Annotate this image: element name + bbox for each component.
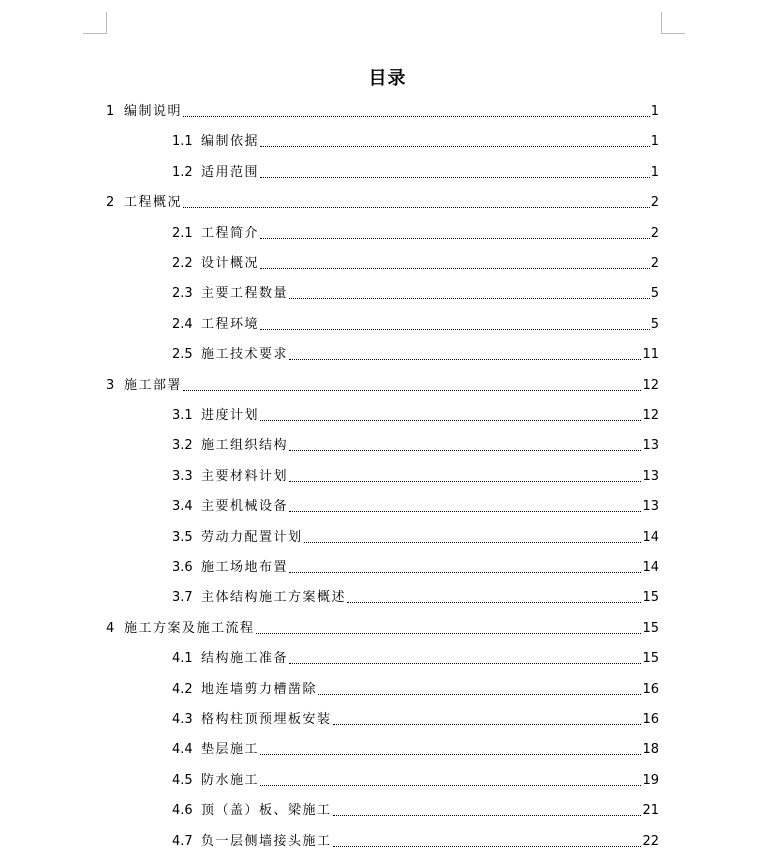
toc-dot-leader <box>333 723 642 725</box>
toc-dot-leader <box>260 753 641 755</box>
toc-dot-leader <box>183 206 650 208</box>
toc-entry-page-number: 11 <box>642 347 659 363</box>
toc-entry[interactable] <box>172 769 659 789</box>
toc-dot-leader <box>256 632 642 634</box>
toc-entry-number: 3.5 <box>172 529 193 545</box>
toc-entry-number: 2.3 <box>172 286 193 302</box>
toc-entry[interactable] <box>106 191 659 211</box>
toc-entry-page-number: 16 <box>642 681 659 697</box>
toc-entry-page-number: 5 <box>650 316 659 332</box>
toc-entry-number: 3.4 <box>172 499 193 515</box>
toc-entry[interactable] <box>172 161 659 181</box>
toc-entry[interactable] <box>172 465 659 485</box>
toc-entry-page-number: 2 <box>650 225 659 241</box>
toc-dot-leader <box>347 601 641 603</box>
toc-entry-label: 施工部署 <box>124 377 183 393</box>
toc-entry[interactable] <box>172 404 659 424</box>
toc-dot-leader <box>318 693 641 695</box>
crop-mark-top-left <box>83 12 107 34</box>
toc-entry-label: 负一层侧墙接头施工 <box>201 833 332 849</box>
toc-entry-label: 施工组织结构 <box>201 438 289 454</box>
toc-entry-label: 主要材料计划 <box>201 468 289 484</box>
toc-entry[interactable] <box>172 434 659 454</box>
toc-entry[interactable] <box>172 647 659 667</box>
toc-entry-number: 4.3 <box>172 712 193 727</box>
toc-entry-page-number: 12 <box>642 377 659 393</box>
toc-entry-number: 1 <box>106 104 115 119</box>
toc-entry-page-number: 13 <box>642 438 659 454</box>
toc-entry[interactable] <box>172 678 659 698</box>
toc-entry-number: 4 <box>106 620 115 636</box>
toc-entry[interactable] <box>172 282 659 302</box>
toc-entry-number: 3.1 <box>172 408 193 423</box>
toc-entry[interactable] <box>172 526 659 546</box>
toc-entry-number: 1.2 <box>172 164 193 180</box>
toc-entry-number: 3.3 <box>172 468 193 484</box>
toc-entry-label: 防水施工 <box>201 772 260 788</box>
toc-entry-label: 工程环境 <box>201 316 260 332</box>
toc-entry[interactable] <box>106 100 659 120</box>
toc-entry-label: 顶（盖）板、梁施工 <box>201 803 332 819</box>
toc-entry-label: 设计概况 <box>201 256 260 271</box>
toc-entry[interactable] <box>106 374 659 394</box>
toc-entry-number: 1.1 <box>172 134 193 150</box>
toc-entry-number: 4.2 <box>172 681 193 697</box>
toc-entry[interactable] <box>172 556 659 576</box>
toc-dot-leader <box>289 662 641 664</box>
toc-dot-leader <box>260 237 650 239</box>
toc-dot-leader <box>333 845 642 847</box>
toc-entry-page-number: 1 <box>650 104 659 119</box>
toc-entry-number: 3.6 <box>172 560 193 575</box>
toc-entry-page-number: 19 <box>642 772 659 788</box>
toc-entry-label: 主要机械设备 <box>201 499 289 515</box>
toc-entry-label: 工程简介 <box>201 225 260 241</box>
toc-entry-label: 施工方案及施工流程 <box>124 620 255 636</box>
toc-dot-leader <box>260 419 641 421</box>
toc-entry-page-number: 15 <box>642 620 659 636</box>
toc-entry-page-number: 13 <box>642 468 659 484</box>
toc-entry[interactable] <box>172 708 659 728</box>
toc-entry[interactable] <box>172 495 659 515</box>
toc-dot-leader <box>183 389 641 391</box>
toc-entry-number: 3.2 <box>172 438 193 454</box>
toc-entry-number: 3 <box>106 377 115 393</box>
toc-dot-leader <box>183 115 650 117</box>
toc-entry-page-number: 12 <box>642 408 659 423</box>
toc-entry-label: 劳动力配置计划 <box>201 529 303 545</box>
toc-entry-label: 垫层施工 <box>201 742 260 758</box>
toc-dot-leader <box>289 571 641 573</box>
toc-entry-page-number: 13 <box>642 499 659 515</box>
toc-dot-leader <box>260 176 650 178</box>
toc-entry-label: 主体结构施工方案概述 <box>201 590 347 606</box>
toc-entry-label: 格构柱顶预埋板安装 <box>201 712 332 727</box>
toc-entry-page-number: 1 <box>650 164 659 180</box>
toc-entry-label: 编制说明 <box>124 104 183 119</box>
toc-entry-page-number: 18 <box>642 742 659 758</box>
toc-dot-leader <box>333 814 642 816</box>
toc-entry-page-number: 2 <box>650 195 659 211</box>
toc-dot-leader <box>289 297 650 299</box>
toc-dot-leader <box>289 480 641 482</box>
toc-entry-page-number: 21 <box>642 803 659 819</box>
toc-dot-leader <box>289 358 641 360</box>
toc-entry[interactable] <box>172 830 659 850</box>
toc-dot-leader <box>289 449 641 451</box>
toc-entry[interactable] <box>172 799 659 819</box>
toc-entry-label: 施工场地布置 <box>201 560 289 575</box>
toc-entry[interactable] <box>172 252 659 272</box>
toc-entry-number: 4.7 <box>172 833 193 849</box>
toc-entry[interactable] <box>172 130 659 150</box>
toc-title: 目录 <box>368 68 407 89</box>
toc-entry-number: 4.4 <box>172 742 193 758</box>
toc-entry-number: 4.5 <box>172 772 193 788</box>
toc-entry-label: 工程概况 <box>124 195 183 211</box>
toc-entry-page-number: 15 <box>642 651 659 667</box>
toc-entry-number: 2.4 <box>172 316 193 332</box>
toc-dot-leader <box>289 510 641 512</box>
toc-entry-number: 2.1 <box>172 225 193 241</box>
toc-entry[interactable] <box>172 222 659 242</box>
crop-mark-top-right <box>661 12 685 34</box>
toc-entry-label: 主要工程数量 <box>201 286 289 302</box>
toc-entry-number: 4.1 <box>172 651 193 667</box>
toc-entry-page-number: 1 <box>650 134 659 150</box>
toc-entry-label: 适用范围 <box>201 164 260 180</box>
toc-entry[interactable] <box>106 617 659 637</box>
toc-entry[interactable] <box>172 738 659 758</box>
toc-entry[interactable] <box>172 343 659 363</box>
toc-dot-leader <box>260 267 650 269</box>
toc-entry-label: 结构施工准备 <box>201 651 289 667</box>
toc-entry-number: 2.2 <box>172 256 193 271</box>
toc-dot-leader <box>260 145 650 147</box>
toc-entry-page-number: 16 <box>642 712 659 727</box>
toc-dot-leader <box>304 541 642 543</box>
toc-entry-page-number: 5 <box>650 286 659 302</box>
toc-entry[interactable] <box>172 313 659 333</box>
toc-entry-page-number: 22 <box>642 833 659 849</box>
toc-entry-page-number: 15 <box>642 590 659 606</box>
toc-entry-page-number: 2 <box>650 256 659 271</box>
toc-entry-page-number: 14 <box>642 529 659 545</box>
toc-entry-label: 编制依据 <box>201 134 260 150</box>
toc-entry-page-number: 14 <box>642 560 659 575</box>
toc-entry-number: 2 <box>106 195 115 211</box>
toc-entry-label: 地连墙剪力槽凿除 <box>201 681 318 697</box>
toc-dot-leader <box>260 784 641 786</box>
toc-entry-label: 进度计划 <box>201 408 260 423</box>
toc-entry-number: 4.6 <box>172 803 193 819</box>
toc-entry[interactable] <box>172 586 659 606</box>
toc-entry-number: 2.5 <box>172 347 193 363</box>
toc-dot-leader <box>260 328 650 330</box>
toc-entry-label: 施工技术要求 <box>201 347 289 363</box>
toc-entry-number: 3.7 <box>172 590 193 606</box>
